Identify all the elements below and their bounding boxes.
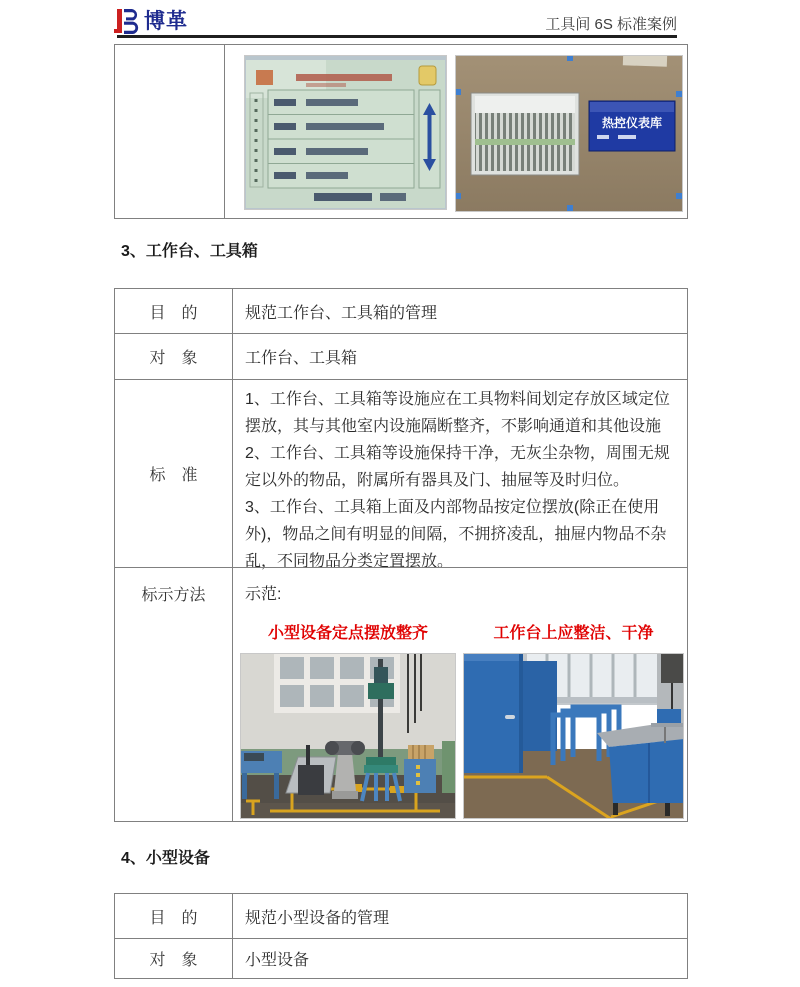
row-content: 规范小型设备的管理: [245, 909, 390, 927]
instrument-store-sign-photo: [455, 55, 683, 212]
row-content: [233, 380, 687, 570]
sign-text: 热控仪表库: [601, 116, 663, 130]
demo-label: 示范:: [245, 586, 282, 603]
photos-cell: [225, 45, 687, 218]
table-row-marking-method: [115, 567, 687, 821]
standard-item: 3、工作台、工具箱上面及内部物品按定位摆放(除正在使用外)，物品之间有明显的间隔，不拥挤凌乱，抽屉内物品不杂乱，不同物品分类定置摆放。: [245, 499, 667, 570]
table-row-purpose: [115, 894, 687, 938]
standard-item: 1、工作台、工具箱等设施应在工具物料间划定存放区域定位摆放，其与其他室内设施隔断整齐，不影响通道和其他设施: [245, 391, 670, 435]
logo-text: 博革: [144, 10, 188, 33]
company-logo: [112, 5, 188, 35]
shelf-label-sign-photo: [244, 55, 447, 210]
row-label: 目 的: [115, 289, 233, 333]
standard-item: 2、工作台、工具箱等设施保持干净，无灰尘杂物，周围无规定以外的物品，附属所有器具及门、抽屉等及时归位。: [245, 445, 670, 489]
table-row-object: [115, 333, 687, 379]
photo-captions: [233, 620, 687, 643]
demo-photos: [233, 653, 687, 819]
row-label-empty: [115, 45, 225, 218]
section-3-heading: 3、工作台、工具箱: [121, 243, 258, 260]
row-label: 对 象: [115, 939, 233, 978]
small-equipment-photo: [240, 653, 456, 819]
row-content: 规范工作台、工具箱的管理: [245, 304, 438, 322]
row-label: 标示方法: [115, 568, 233, 821]
row-label: 对 象: [115, 334, 233, 379]
table-row-standard: [115, 379, 687, 570]
header-divider: [117, 35, 677, 38]
table-row: [115, 45, 687, 218]
row-content: 小型设备: [245, 952, 310, 969]
logo-icon: [112, 7, 139, 34]
section-4-table: [114, 893, 688, 979]
table-row-purpose: [115, 289, 687, 333]
photo-caption: 工作台上应整洁、干净: [493, 625, 654, 642]
workbench-photo: [463, 653, 684, 819]
section-3-table: [114, 288, 688, 822]
row-label: 目 的: [115, 894, 233, 938]
document-title: 工具间 6S 标准案例: [545, 16, 677, 33]
top-table: [114, 44, 688, 219]
row-content: [233, 568, 687, 821]
table-row-object: [115, 938, 687, 978]
row-content: 工作台、工具箱: [245, 350, 358, 367]
section-4-heading: 4、小型设备: [121, 850, 210, 867]
row-label: 标 准: [115, 380, 233, 567]
photo-caption: 小型设备定点摆放整齐: [267, 625, 428, 642]
